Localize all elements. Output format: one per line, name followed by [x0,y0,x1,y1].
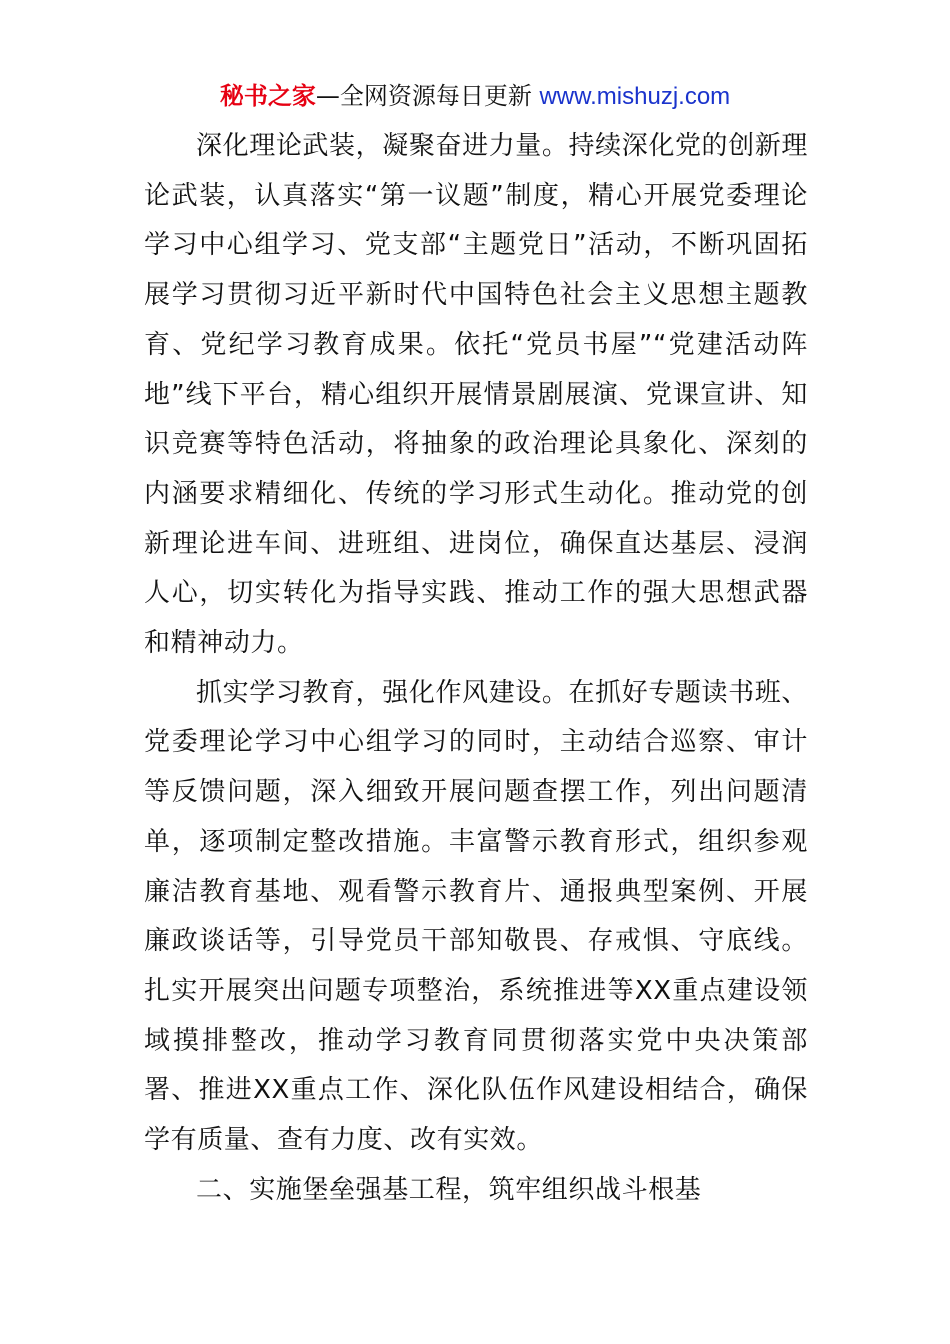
document-body [144,122,808,1215]
site-url-link[interactable]: www.mishuzj.com [539,83,731,110]
paragraph-theory: 深化理论武装，凝聚奋进力量。持续深化党的创新理论武装，认真落实“第一议题”制度，精心开展党委理论学习中心组学习、党支部“主题党日”活动，不断巩固拓展学习贯彻习近平新时代中国特色社会主义思想主题教育、党纪学习教育成果。依托“党员书屋”“党建活动阵地”线下平台，精心组织开展情景剧展演、党课宣讲、知识竞赛等特色活动，将抽象的政治理论具象化、深刻的内涵要求精细化、传统的学习形式生动化。推动党的创新理论进车间、进班组、进岗位，确保直达基层、浸润人心，切实转化为指导实践、推动工作的强大思想武器和精神动力。 [144,131,808,659]
site-banner [0,80,950,113]
paragraph-education: 抓实学习教育，强化作风建设。在抓好专题读书班、党委理论学习中心组学习的同时，主动结合巡察、审计等反馈问题，深入细致开展问题查摆工作，列出问题清单，逐项制定整改措施。丰富警示教育形式，组织参观廉洁教育基地、观看警示教育片、通报典型案例、开展廉政谈话等，引导党员干部知敬畏、存戒惧、守底线。扎实开展突出问题专项整治，系统推进等XX重点建设领域摸排整改，推动学习教育同贯彻落实党中央决策部署、推进XX重点工作、深化队伍作风建设相结合，确保学有质量、查有力度、改有实效。 [144,677,808,1156]
section-heading: 二、实施堡垒强基工程，筑牢组织战斗根基 [196,1174,702,1205]
banner-tagline: —全网资源每日更新 [315,82,540,110]
brand-name: 秘书之家 [219,82,316,110]
